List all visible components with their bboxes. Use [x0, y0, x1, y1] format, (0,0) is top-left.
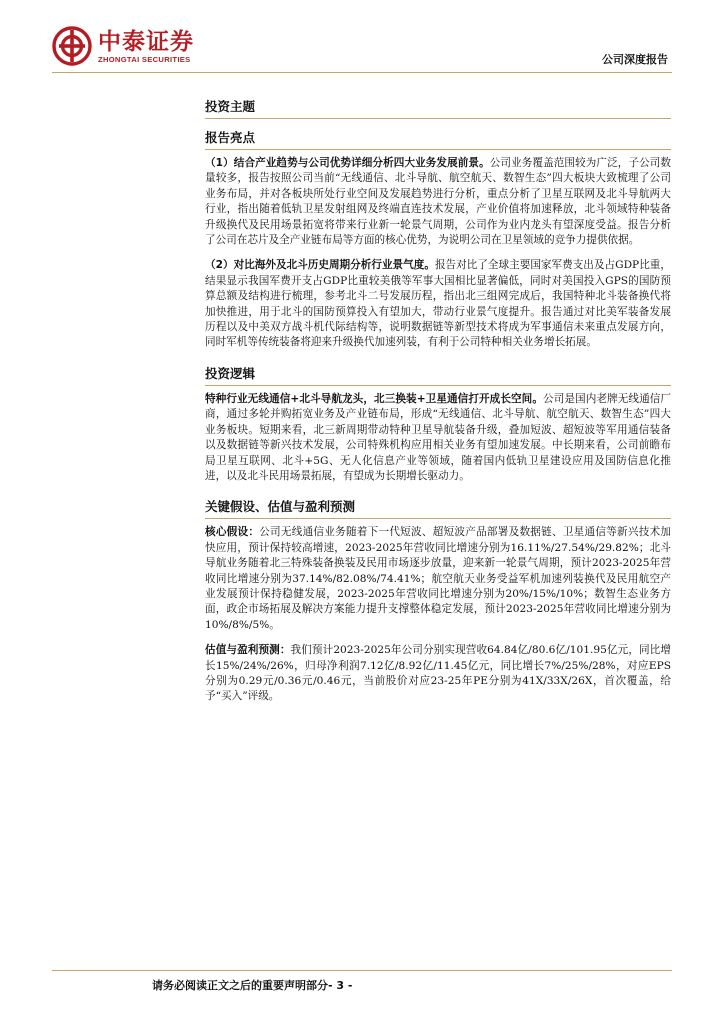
disclaimer-notice: 请务必阅读正文之后的重要声明部分: [152, 979, 328, 992]
section-heading: 投资逻辑: [205, 365, 256, 381]
paragraph-highlight-1: [205, 156, 671, 248]
report-type-label: 公司深度报告: [602, 53, 668, 66]
paragraph-body: 我们预计2023-2025年公司分别实现营收64.84亿/80.6亿/101.95亿元，同比增长15%/24%/26%，归母净利润7.12亿/8.92亿/11.45亿元，同比增长7%/25%/28%，对应EPS分别为0.29元/0.36元/0.46元，当前股价对应23-25年PE分别为41X/33X/26X，首次覆盖，给予“买入”评级。: [205, 644, 672, 703]
page-title: 投资主题: [205, 99, 256, 114]
footer-divider: [52, 970, 672, 971]
paragraph-lead: （2）对比海外及北斗历史周期分析行业景气度。: [205, 259, 435, 272]
main-content: [205, 94, 671, 715]
page-number: - 3 -: [328, 979, 353, 992]
section-divider: [205, 385, 671, 386]
section-heading: 报告亮点: [205, 130, 256, 145]
paragraph-assumptions: [205, 525, 671, 633]
paragraph-lead: （1）结合产业趋势与公司优势详细分析四大业务发展前景。: [205, 157, 490, 169]
logo-chinese-name: 中泰证券: [98, 28, 194, 55]
paragraph-highlight-2: [205, 258, 671, 350]
paragraph-lead: 特种行业无线通信+北斗导航龙头，北三换装+卫星通信打开成长空间。: [205, 392, 544, 405]
paragraph-body: 公司业务覆盖范围较为广泛，子公司数量较多，报告按照公司当前“无线通信、北斗导航、航空航天、数智生态”四大板块大致梳理了公司业务布局，并对各板块所处行业空间及发展趋势进行分析，重点分析了卫星互联网及北斗导航两大行业，指出随着低轨卫星发射组网及终端直连技术发展，产业价值将加速释放，北斗领域特种装备升级换代及民用场景拓宽将带来行业新一轮景气周期，公司作为业内龙头有望深度受益。报告分析了公司在芯片及全产业链布局等方面的核心优势，为说明公司在卫星领域的竞争力提供依据。: [205, 157, 671, 247]
section-divider: [205, 149, 671, 150]
zhongtai-logo-icon: [52, 26, 92, 66]
paragraph-lead: 估值与盈利预测：: [205, 644, 291, 657]
paragraph-body: 公司是国内老牌无线通信厂商，通过多轮并购拓宽业务及产业链布局，形成“无线通信、北斗导航、航空航天、数智生态”四大业务板块。短期来看，北三新周期带动特种卫星导航装备升级，叠加短波、超短波等军用通信装备以及数据链等新兴技术发展，公司特殊机构应用相关业务有望加速发展。中长期来看，公司前瞻布局卫星互联网、北斗+5G、无人化信息产业等领域，随着国内低轨卫星建设应用及国防信息化推进，以及北斗民用场景拓展，有望成为长期增长驱动力。: [205, 392, 671, 482]
paragraph-lead: 核心假设：: [205, 526, 260, 539]
header-divider: [52, 72, 672, 73]
page-header: [0, 0, 724, 80]
section-divider: [205, 118, 671, 119]
logo-text: [98, 29, 194, 64]
company-logo: [52, 26, 194, 66]
paragraph-body: 报告对比了全球主要国家军费支出及占GDP比重，结果显示我国军费开支占GDP比重较美俄等军事大国相比显著偏低，同时对美国投入GPS的国防预算总额及结构进行梳理，参考北斗二号发展历程，指出北三组网完成后，我国特种北斗装备换代将加快推进，用于北斗的国防预算投入有望加大，带动行业景气度提升。报告通过对比美军装备发展历程以及中美双方战斗机代际结构等，说明数据链等新型技术将成为军事通信未来重点发展方向，同时军机等传统装备将迎来升级换代加速列装，有利于公司特种相关业务增长拓展。: [205, 259, 671, 349]
paragraph-logic: [205, 392, 671, 484]
logo-english-name: ZHONGTAI SECURITIES: [98, 54, 191, 64]
paragraph-body: 公司无线通信业务随着下一代短波、超短波产品部署及数据链、卫星通信等新兴技术加快应用，预计保持较高增速，2023-2025年营收同比增速分别为16.11%/27.54%/29.82%；北斗导航业务随着北三特殊装备换装及民用市场逐步放量，迎来新一轮景气周期，预计2023-2025年营收同比增速分别为37.14%/82.08%/74.41%；航空航天业务受益军机加速列装换代及民用航空产业发展预计保持稳健发展，2023-2025年营收同比增速分别为20%/15%/10%；数智生态业务方面，政企市场拓展及解决方案能力提升支撑整体稳定发展，预计2023-2025年营收同比增速分别为10%/8%/5%。: [205, 526, 672, 631]
paragraph-valuation: [205, 643, 671, 705]
page-footer: [152, 977, 352, 993]
section-divider: [205, 518, 671, 519]
section-heading: 关键假设、估值与盈利预测: [205, 499, 356, 515]
